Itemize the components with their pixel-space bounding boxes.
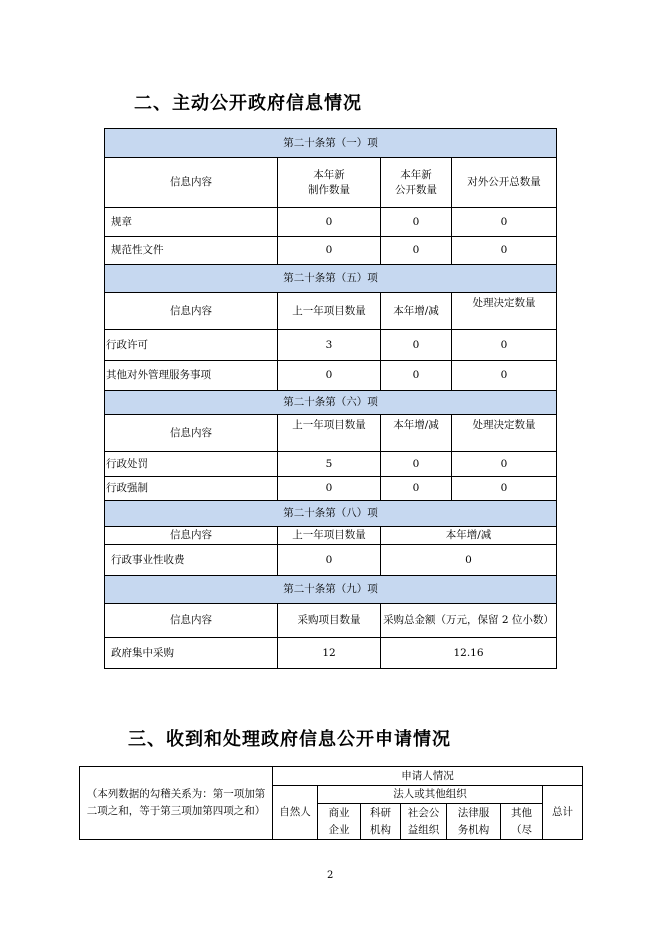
header-content: 信息内容 <box>105 527 278 545</box>
total-header: 总计 <box>543 786 583 840</box>
heading-art9: 第二十条第（九）项 <box>105 576 557 604</box>
cell-value: 0 <box>381 208 452 237</box>
cell-value: 0 <box>278 545 381 576</box>
header-content: 信息内容 <box>105 604 278 638</box>
header-new-made: 本年新 制作数量 <box>278 158 381 208</box>
header-change: 本年增/减 <box>381 293 452 330</box>
section-2-title: 二、主动公开政府信息情况 <box>134 93 362 114</box>
cell-value: 0 <box>278 361 381 391</box>
cell-value: 0 <box>278 208 381 237</box>
row-name: 规章 <box>105 208 278 237</box>
header-prev-count: 上一年项目数量 <box>278 293 381 330</box>
heading-art6: 第二十条第（六）项 <box>105 391 557 415</box>
cell-value: 0 <box>381 477 452 501</box>
row-name: 政府集中采购 <box>105 638 278 669</box>
cell-value: 0 <box>452 477 557 501</box>
proactive-disclosure-table <box>104 128 557 669</box>
cell-value: 0 <box>452 208 557 237</box>
header-new-published: 本年新 公开数量 <box>381 158 452 208</box>
cell-value: 0 <box>452 452 557 477</box>
cell-value: 12 <box>278 638 381 669</box>
row-name: 其他对外管理服务事项 <box>105 361 278 391</box>
cell-value: 12.16 <box>381 638 557 669</box>
cell-value: 0 <box>452 237 557 265</box>
cell-value: 5 <box>278 452 381 477</box>
section-3-title: 三、收到和处理政府信息公开申请情况 <box>128 729 451 750</box>
header-content: 信息内容 <box>105 293 278 330</box>
sub-header-research: 科研 机构 <box>361 804 401 840</box>
sub-header-legal-service: 法律服 务机构 <box>447 804 501 840</box>
row-name: 行政强制 <box>105 477 278 501</box>
applicant-header: 申请人情况 <box>273 767 583 786</box>
cell-value: 0 <box>381 452 452 477</box>
header-purchase-amount: 采购总金额（万元，保留 2 位小数） <box>381 604 557 638</box>
heading-art5: 第二十条第（五）项 <box>105 265 557 293</box>
natural-person-header: 自然人 <box>273 786 318 840</box>
note-cell: （本列数据的勾稽关系为：第一项加第二项之和，等于第三项加第四项之和） <box>80 767 273 840</box>
header-change: 本年增/减 <box>381 415 452 452</box>
cell-value: 0 <box>278 237 381 265</box>
row-name: 规范性文件 <box>105 237 278 265</box>
cell-value: 0 <box>381 361 452 391</box>
cell-value: 0 <box>452 361 557 391</box>
header-prev-count: 上一年项目数量 <box>278 415 381 452</box>
application-table <box>79 766 583 840</box>
row-name: 行政事业性收费 <box>105 545 278 576</box>
cell-value: 3 <box>278 330 381 361</box>
row-name: 行政许可 <box>105 330 278 361</box>
legal-person-header: 法人或其他组织 <box>318 786 543 804</box>
cell-value: 0 <box>381 545 557 576</box>
sub-header-other: 其他 （尽 <box>501 804 543 840</box>
header-prev-count: 上一年项目数量 <box>278 527 381 545</box>
header-content: 信息内容 <box>105 415 278 452</box>
cell-value: 0 <box>381 330 452 361</box>
header-decision: 处理决定数量 <box>452 293 557 330</box>
header-content: 信息内容 <box>105 158 278 208</box>
cell-value: 0 <box>381 237 452 265</box>
header-change: 本年增/减 <box>381 527 557 545</box>
sub-header-public-welfare: 社会公 益组织 <box>401 804 447 840</box>
heading-art8: 第二十条第（八）项 <box>105 501 557 527</box>
header-decision: 处理决定数量 <box>452 415 557 452</box>
sub-header-business: 商业 企业 <box>318 804 361 840</box>
heading-art1: 第二十条第（一）项 <box>105 129 557 158</box>
header-total: 对外公开总数量 <box>452 158 557 208</box>
page-number: 2 <box>327 870 334 881</box>
cell-value: 0 <box>452 330 557 361</box>
row-name: 行政处罚 <box>105 452 278 477</box>
cell-value: 0 <box>278 477 381 501</box>
header-purchase-count: 采购项目数量 <box>278 604 381 638</box>
